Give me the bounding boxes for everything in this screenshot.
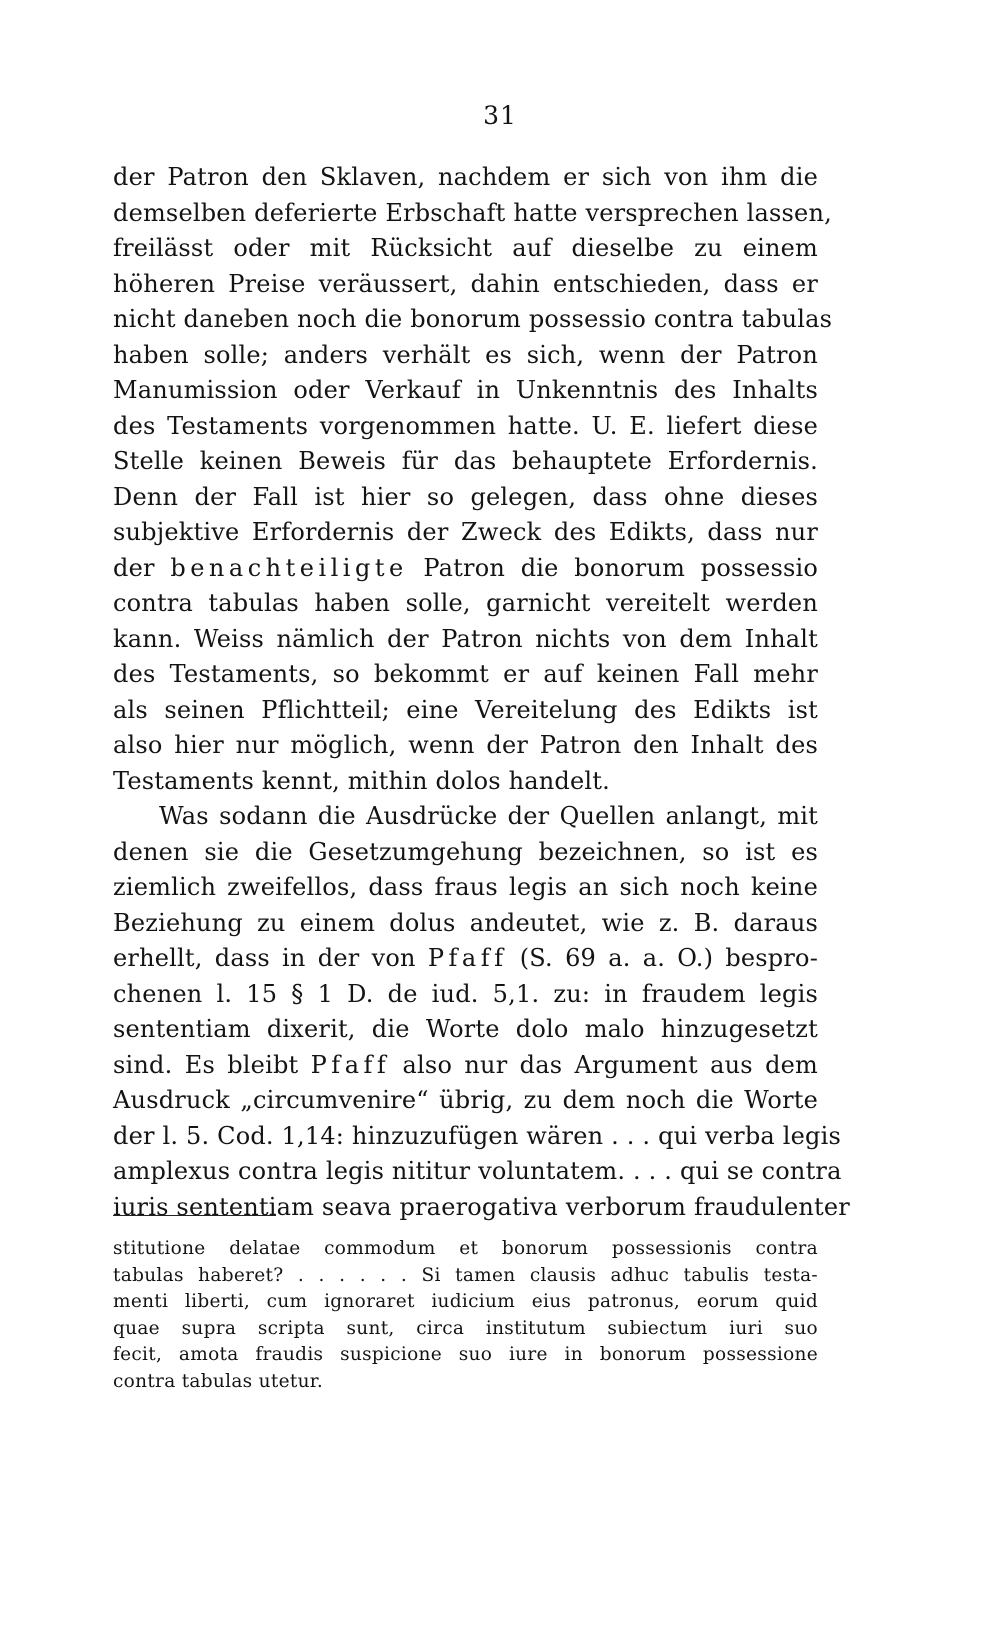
text-line: Stelle keinen Beweis für das behauptete Erfordernis. bbox=[113, 447, 818, 475]
text-line: subjektive Erfordernis der Zweck des Edikts, dass nur bbox=[113, 518, 818, 546]
emphasized-word: benachteiligte bbox=[170, 553, 408, 582]
text-segment: also nur das Argument aus dem bbox=[390, 1050, 818, 1079]
footnote-divider bbox=[113, 1215, 276, 1216]
emphasized-name: Pfaff bbox=[427, 944, 508, 972]
text-line: ziemlich zweifellos, dass fraus legis an sich noch keine bbox=[113, 873, 818, 901]
text-line: Manumission oder Verkauf in Unkenntnis des Inhalts bbox=[113, 376, 818, 404]
text-line: freilässt oder mit Rücksicht auf dieselbe zu einem bbox=[113, 234, 818, 262]
text-line: des Testaments vorgenommen hatte. U. E. liefert diese bbox=[113, 411, 818, 440]
text-line: Testaments kennt, mithin dolos handelt. bbox=[113, 766, 610, 795]
text-line: Beziehung zu einem dolus andeutet, wie z. B. daraus bbox=[113, 908, 818, 937]
emphasized-name: Pfaff bbox=[310, 1050, 391, 1079]
text-line bbox=[113, 1048, 818, 1084]
text-line bbox=[113, 551, 818, 587]
text-line: der Patron den Sklaven, nachdem er sich von ihm die bbox=[113, 163, 818, 191]
footnote bbox=[113, 1236, 818, 1395]
text-line: höheren Preise veräussert, dahin entschieden, dass er bbox=[113, 269, 818, 298]
text-segment: Patron die bonorum possessio bbox=[407, 553, 818, 582]
main-text bbox=[113, 160, 850, 1225]
footnote-line: fecit, amota fraudis suspicione suo iure in bonorum possessione bbox=[113, 1344, 818, 1365]
text-line bbox=[113, 941, 818, 977]
text-line: contra tabulas haben solle, garnicht vereitelt werden bbox=[113, 589, 818, 617]
text-line: als seinen Pflichtteil; eine Vereitelung des Edikts ist bbox=[113, 695, 818, 724]
text-line: Ausdruck „circumvenire“ übrig, zu dem noch die Worte bbox=[113, 1086, 818, 1114]
text-line: Was sodann die Ausdrücke der Quellen anlangt, mit bbox=[159, 802, 818, 830]
page-number: 31 bbox=[483, 101, 517, 130]
text-line: iuris sententiam seava praerogativa verborum fraudulenter bbox=[113, 1192, 850, 1221]
text-line: amplexus contra legis nititur voluntatem. . . . qui se contra bbox=[113, 1157, 842, 1185]
text-line: Denn der Fall ist hier so gelegen, dass ohne dieses bbox=[113, 482, 818, 511]
footnote-line: contra tabulas utetur. bbox=[113, 1370, 324, 1392]
text-line: denen sie die Gesetzumgehung bezeichnen, so ist es bbox=[113, 837, 818, 866]
text-line: des Testaments, so bekommt er auf keinen Fall mehr bbox=[113, 660, 818, 688]
text-line: nicht daneben noch die bonorum possessio contra tabulas bbox=[113, 305, 833, 333]
footnote-line: quae supra scripta sunt, circa institutum subiectum iuri suo bbox=[113, 1317, 818, 1339]
text-line: demselben deferierte Erbschaft hatte versprechen lassen, bbox=[113, 198, 832, 227]
text-segment: der bbox=[113, 553, 171, 582]
text-segment: (S. 69 a. a. O.) bespro- bbox=[507, 944, 819, 972]
footnote-line: stitutione delatae commodum et bonorum possessionis contra bbox=[113, 1238, 818, 1259]
text-line: also hier nur möglich, wenn der Patron den Inhalt des bbox=[113, 731, 818, 759]
text-line: sententiam dixerit, die Worte dolo malo hinzugesetzt bbox=[113, 1015, 818, 1043]
text-line: der l. 5. Cod. 1,14: hinzuzufügen wären . . . qui verba legis bbox=[113, 1121, 841, 1150]
footnote-line: tabulas haberet? . . . . . . Si tamen clausis adhuc tabulis testa- bbox=[113, 1264, 818, 1286]
text-line: haben solle; anders verhält es sich, wenn der Patron bbox=[113, 340, 818, 369]
text-segment: erhellt, dass in der von bbox=[113, 944, 428, 972]
text-line: chenen l. 15 § 1 D. de iud. 5,1. zu: in fraudem legis bbox=[113, 979, 818, 1008]
text-segment: sind. Es bleibt bbox=[113, 1050, 311, 1079]
footnote-line: menti liberti, cum ignoraret iudicium eius patronus, eorum quid bbox=[113, 1291, 818, 1312]
text-line: kann. Weiss nämlich der Patron nichts von dem Inhalt bbox=[113, 624, 818, 653]
